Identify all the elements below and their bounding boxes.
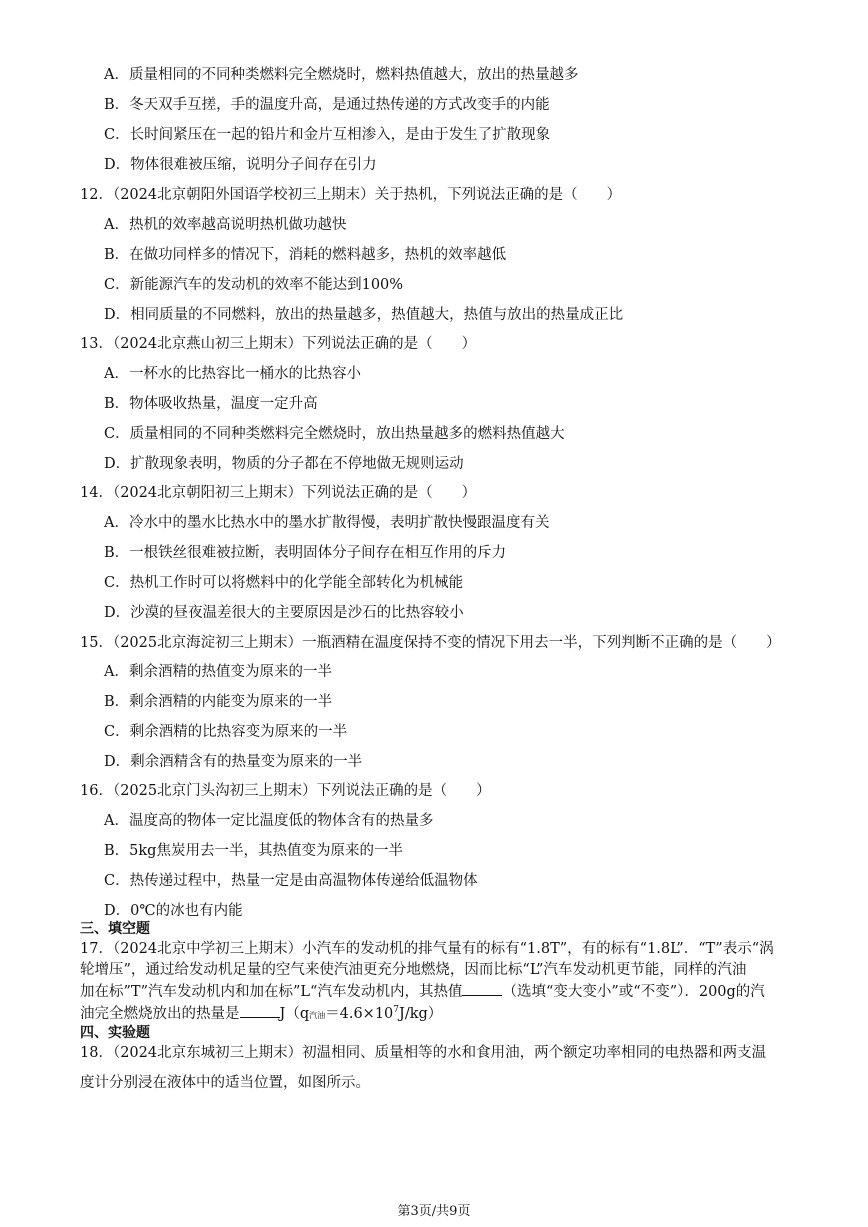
q17-line-3-text-b: （选填“变大变小”或“不变”）．200g的汽 xyxy=(502,984,765,1000)
q15-stem: 15．（2025北京海淀初三上期末）一瓶酒精在温度保持不变的情况下用去一半，下列判断不正确的是（ ） xyxy=(80,635,781,651)
q12-option-d: D．相同质量的不同燃料，放出的热量越多，热值越大，热值与放出的热量成正比 xyxy=(104,307,624,323)
q13-option-d: D．扩散现象表明，物质的分子都在不停地做无规则运动 xyxy=(104,456,464,472)
q17-line-3 xyxy=(80,981,792,1003)
q17-line-4-text-b: J（q xyxy=(279,1006,310,1022)
q13-option-a: A．一杯水的比热容比一桶水的比热容小 xyxy=(104,366,361,382)
q17-line-4-text-c: ＝4.6×10 xyxy=(325,1006,394,1022)
q17-line-2: 轮增压”，通过给发动机足量的空气来使汽油更充分地燃烧，因而比标“L”汽车发动机更节能，同样的汽油 xyxy=(80,962,747,978)
q17-line-4-text-a: 油完全燃烧放出的热量是 xyxy=(80,1006,240,1022)
q17-paragraph xyxy=(80,939,792,1026)
q12-option-a: A．热机的效率越高说明热机做功越快 xyxy=(104,217,347,233)
q16-option-a: A．温度高的物体一定比温度低的物体含有的热量多 xyxy=(104,813,434,829)
q11-option-c: C．长时间紧压在一起的铅片和金片互相渗入，是由于发生了扩散现象 xyxy=(104,127,551,143)
q12-option-c: C．新能源汽车的发动机的效率不能达到100% xyxy=(104,277,404,293)
q14-stem: 14．（2024北京朝阳初三上期末）下列说法正确的是（ ） xyxy=(80,485,477,501)
section-heading-experiment: 四、实验题 xyxy=(80,1025,150,1041)
section-heading-fill-in: 三、填空题 xyxy=(80,921,150,937)
q11-option-b: B．冬天双手互搓，手的温度升高，是通过热传递的方式改变手的内能 xyxy=(104,97,550,113)
q16-option-c: C．热传递过程中，热量一定是由高温物体传递给低温物体 xyxy=(104,873,478,889)
q11-option-a: A．质量相同的不同种类燃料完全燃烧时，燃料热值越大，放出的热量越多 xyxy=(104,67,579,83)
q14-option-b: B．一根铁丝很难被拉断，表明固体分子间存在相互作用的斥力 xyxy=(104,545,507,561)
q15-option-b: B．剩余酒精的内能变为原来的一半 xyxy=(104,694,333,710)
q15-option-d: D．剩余酒精含有的热量变为原来的一半 xyxy=(104,754,363,770)
q13-option-c: C．质量相同的不同种类燃料完全燃烧时，放出热量越多的燃料热值越大 xyxy=(104,426,565,442)
q16-option-b: B．5kg焦炭用去一半，其热值变为原来的一半 xyxy=(104,843,403,859)
q17-line-3-text-a: 加在标”T”汽车发动机内和加在标”L“汽车发动机内，其热值 xyxy=(80,984,463,1000)
q17-superscript: 7 xyxy=(393,1005,400,1016)
q17-line-1: 17．（2024北京中学初三上期末）小汽车的发动机的排气量有的标有“1.8T”，有的标有“1.8L”．“T”表示“涡 xyxy=(80,941,774,957)
q15-option-c: C．剩余酒精的比热容变为原来的一半 xyxy=(104,724,348,740)
q15-option-a: A．剩余酒精的热值变为原来的一半 xyxy=(104,664,332,680)
q18-line-2: 度计分别浸在液体中的适当位置，如图所示。 xyxy=(80,1075,370,1091)
q17-subscript: 汽油 xyxy=(309,1011,326,1020)
q11-option-d: D．物体很难被压缩，说明分子间存在引力 xyxy=(104,157,377,173)
q16-option-d: D．0℃的冰也有内能 xyxy=(104,903,243,919)
q18-line-1: 18．（2024北京东城初三上期末）初温相同、质量相等的水和食用油，两个额定功率相同的电热器和两支温 xyxy=(80,1045,767,1061)
q17-blank-2[interactable] xyxy=(240,1003,280,1018)
q14-option-c: C．热机工作时可以将燃料中的化学能全部转化为机械能 xyxy=(104,575,464,591)
q17-line-4 xyxy=(80,1003,792,1026)
q17-blank-1[interactable] xyxy=(462,981,502,996)
q14-option-d: D．沙漠的昼夜温差很大的主要原因是沙石的比热容较小 xyxy=(104,605,464,621)
q16-stem: 16．（2025北京门头沟初三上期末）下列说法正确的是（ ） xyxy=(80,783,491,799)
q12-stem: 12．（2024北京朝阳外国语学校初三上期末）关于热机，下列说法正确的是（ ） xyxy=(80,187,622,203)
q13-stem: 13．（2024北京燕山初三上期末）下列说法正确的是（ ） xyxy=(80,336,477,352)
q12-option-b: B．在做功同样多的情况下，消耗的燃料越多，热机的效率越低 xyxy=(104,247,507,263)
q17-line-4-text-d: J/kg） xyxy=(399,1006,443,1022)
q13-option-b: B．物体吸收热量，温度一定升高 xyxy=(104,396,318,412)
page-number-footer: 第3页/共9页 xyxy=(397,1204,471,1219)
q14-option-a: A．冷水中的墨水比热水中的墨水扩散得慢，表明扩散快慢跟温度有关 xyxy=(104,515,550,531)
